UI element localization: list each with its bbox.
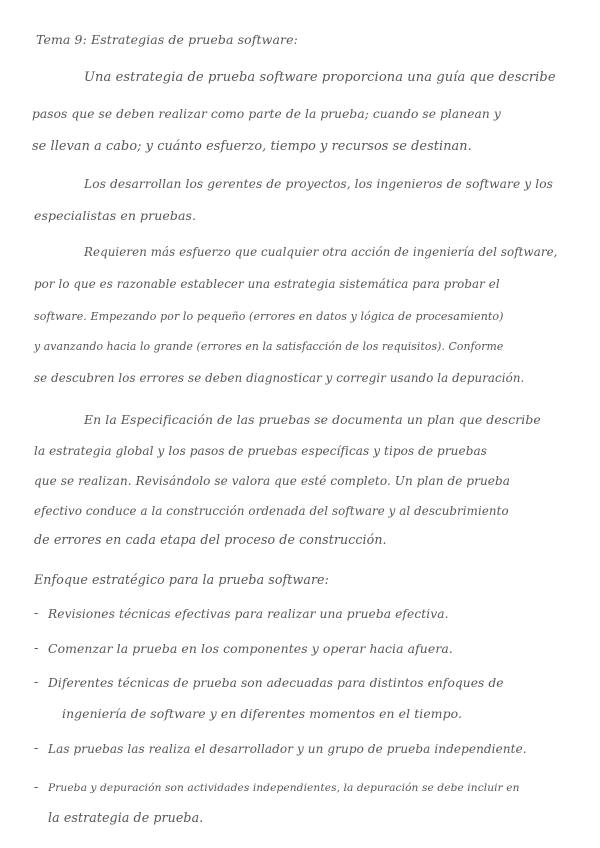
- paragraph-3-line-5: se descubren los errores se deben diagnosticar y corregir usando la depuración.: [34, 371, 525, 385]
- page-title: Tema 9: Estrategias de prueba software:: [36, 32, 298, 47]
- paragraph-1-line-2: pasos que se deben realizar como parte de la prueba; cuando se planean y: [32, 107, 501, 121]
- bullet-2-line-1: Comenzar la prueba en los componentes y operar hacia afuera.: [48, 641, 453, 656]
- paragraph-4-line-4: efectivo conduce a la construcción ordenada del software y al descubrimiento: [34, 504, 509, 518]
- paragraph-1-line-1: Una estrategia de prueba software proporciona una guía que describe: [84, 70, 556, 85]
- bullet-marker: -: [34, 780, 39, 795]
- bullet-marker: -: [34, 606, 39, 621]
- section-heading: Enfoque estratégico para la prueba software:: [34, 572, 329, 587]
- paragraph-4-line-5: de errores en cada etapa del proceso de construcción.: [34, 532, 387, 547]
- bullet-marker: -: [34, 675, 39, 690]
- paragraph-3-line-2: por lo que es razonable establecer una estrategia sistemática para probar el: [34, 277, 500, 291]
- paragraph-2-line-1: Los desarrollan los gerentes de proyectos, los ingenieros de software y los: [84, 177, 554, 191]
- bullet-5-line-1: Prueba y depuración son actividades independientes, la depuración se debe incluir en: [48, 782, 520, 794]
- paragraph-2-line-2: especialistas en pruebas.: [34, 208, 197, 223]
- bullet-3-line-2: ingeniería de software y en diferentes momentos en el tiempo.: [62, 706, 463, 721]
- paragraph-3-line-1: Requieren más esfuerzo que cualquier otra acción de ingeniería del software,: [84, 245, 558, 259]
- bullet-marker: -: [34, 741, 39, 756]
- bullet-3-line-1: Diferentes técnicas de prueba son adecuadas para distintos enfoques de: [48, 676, 504, 690]
- paragraph-4-line-2: la estrategia global y los pasos de pruebas específicas y tipos de pruebas: [34, 444, 487, 458]
- bullet-1-line-1: Revisiones técnicas efectivas para realizar una prueba efectiva.: [48, 607, 449, 621]
- bullet-marker: -: [34, 641, 39, 656]
- bullet-5-line-2: la estrategia de prueba.: [48, 810, 204, 825]
- paragraph-4-line-1: En la Especificación de las pruebas se documenta un plan que describe: [84, 412, 541, 427]
- paragraph-3-line-3: software. Empezando por lo pequeño (errores en datos y lógica de procesamiento): [34, 310, 504, 323]
- bullet-4-line-1: Las pruebas las realiza el desarrollador y un grupo de prueba independiente.: [48, 742, 527, 756]
- paragraph-1-line-3: se llevan a cabo; y cuánto esfuerzo, tiempo y recursos se destinan.: [32, 139, 472, 154]
- paragraph-4-line-3: que se realizan. Revisándolo se valora que esté completo. Un plan de prueba: [34, 474, 511, 488]
- paragraph-3-line-4: y avanzando hacia lo grande (errores en la satisfacción de los requisitos). Conforme: [34, 340, 504, 353]
